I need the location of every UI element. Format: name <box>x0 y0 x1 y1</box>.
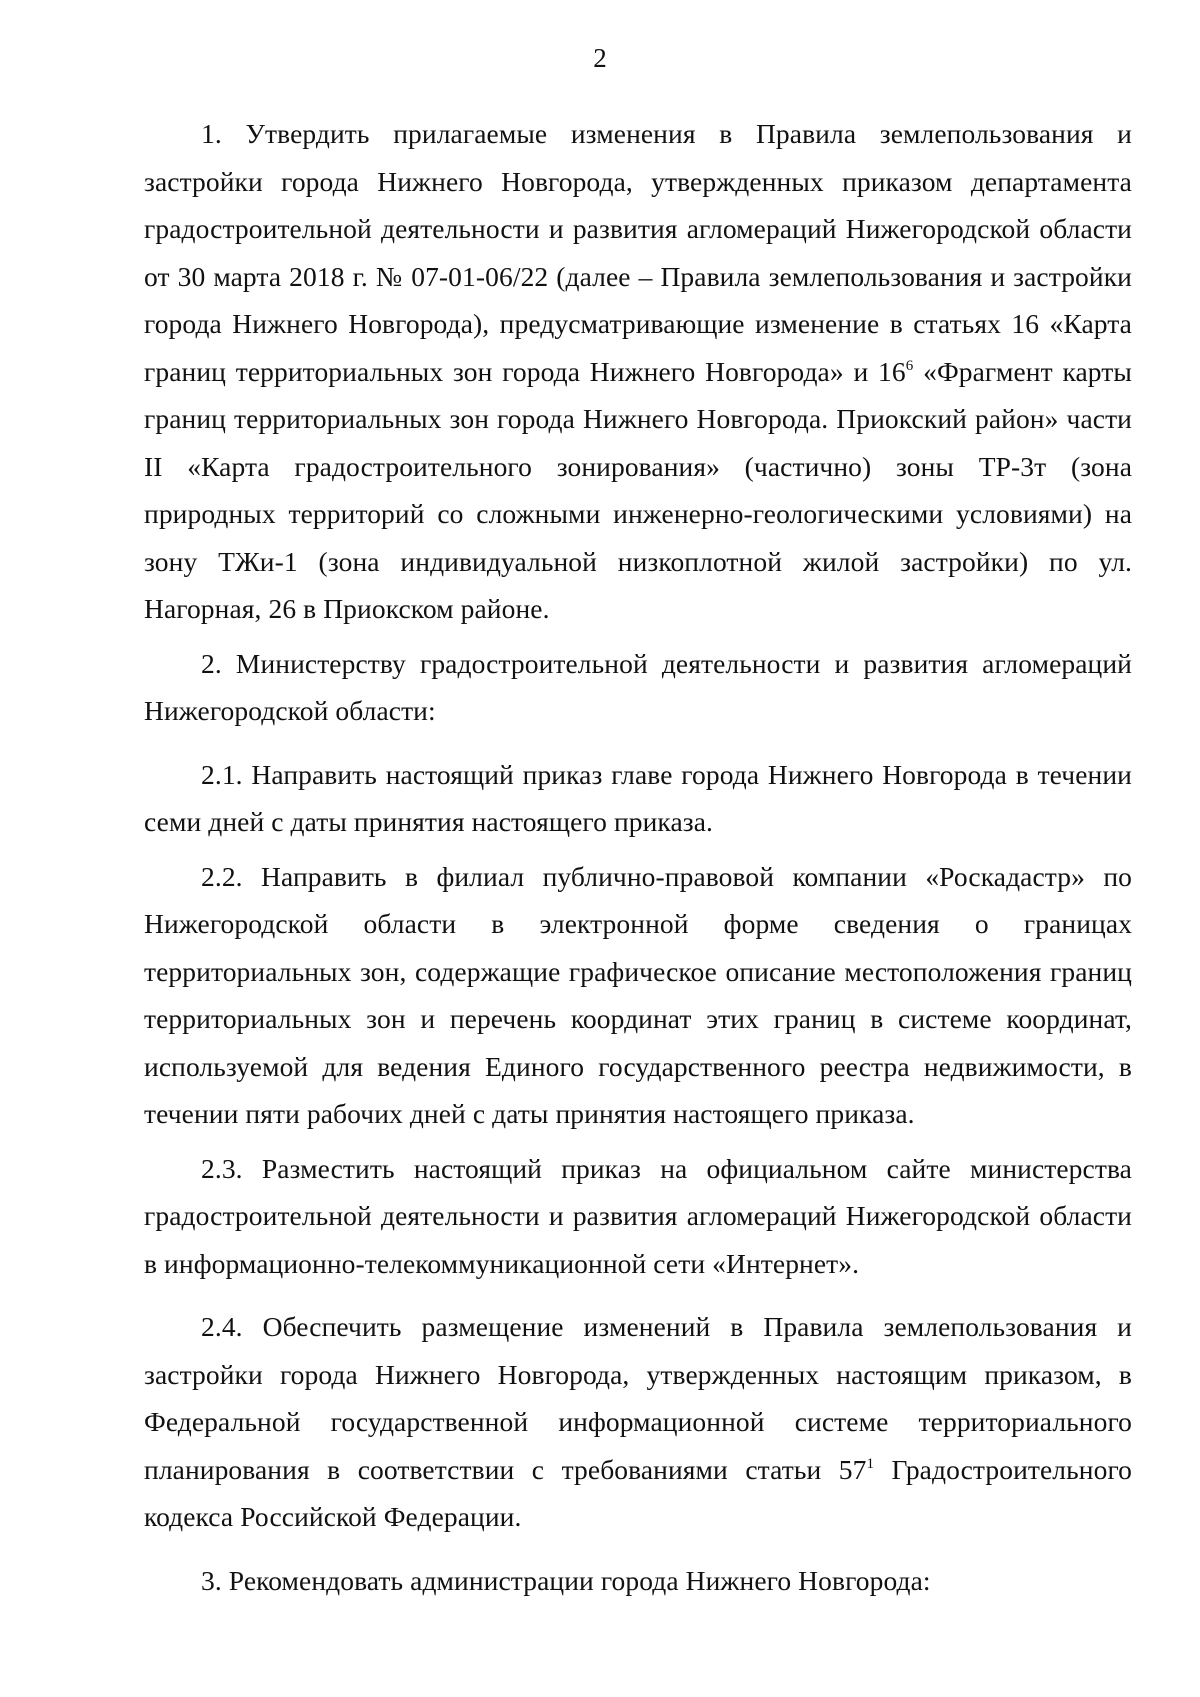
paragraph-2-2: 2.2. Направить в филиал публично-правовой компании «Роскадастр» по Нижегородской области в электронной форме сведения о границах территориальных зон, содержащие графическое описание местоположения границ территориальных зон и перечень координат этих границ в системе координат, используемой для ведения Единого государственного реестра недвижимости, в течении пяти рабочих дней с даты принятия настоящего приказа. <box>144 860 1132 1129</box>
superscript-6: 6 <box>905 357 914 374</box>
paragraph-3: 3. Рекомендовать администрации города Нижнего Новгорода: <box>201 1564 931 1596</box>
paragraph-2-1: 2.1. Направить настоящий приказ главе города Нижнего Новгорода в течении семи дней с даты принятия настоящего приказа. <box>144 758 1132 837</box>
paragraph-2-4-tail: Градостроительного кодекса Российской Федерации. <box>144 1453 1132 1532</box>
superscript-1: 1 <box>866 1455 875 1472</box>
paragraph-2-3: 2.3. Разместить настоящий приказ на официальном сайте министерства градостроительной деятельности и развития агломераций Нижегородской области в информационно-телекоммуникационной сети «Интернет». <box>144 1152 1132 1279</box>
paragraph-1-text: 1. Утвердить прилагаемые изменения в Правила землепользования и застройки города Нижнего Новгорода, утвержденных приказом департамента градостроительной деятельности и развития агломераций Нижегородской области от 30 марта 2018 г. № 07-01-06/22 (далее – Правила землепользования и застройки города Нижнего Новгорода), предусматривающие изменение в статьях 16 «Карта границ территориальных зон города Нижнего Новгорода» и 16 <box>144 118 1132 387</box>
page-number: 2 <box>593 43 607 73</box>
paragraph-1 <box>144 110 1132 633</box>
paragraph-2-4-text: 2.4. Обеспечить размещение изменений в Правила землепользования и застройки города Нижнего Новгорода, утвержденных настоящим приказом, в Федеральной государственной информационной системе территориального планирования в соответствии с требованиями статьи 57 <box>144 1311 1132 1485</box>
paragraph-2: 2. Министерству градостроительной деятельности и развития агломераций Нижегородской области: <box>144 647 1132 726</box>
document-body <box>144 110 1132 1606</box>
paragraph-2-4 <box>144 1303 1132 1541</box>
paragraph-1-tail: «Фрагмент карты границ территориальных зон города Нижнего Новгорода. Приокский район» части II «Карта градостроительного зонирования» (частично) зоны ТР-3т (зона природных территорий со сложными инженерно-геологическими условиями) на зону ТЖи-1 (зона индивидуальной низкоплотной жилой застройки) по ул. Нагорная, 26 в Приокском районе. <box>144 355 1132 624</box>
